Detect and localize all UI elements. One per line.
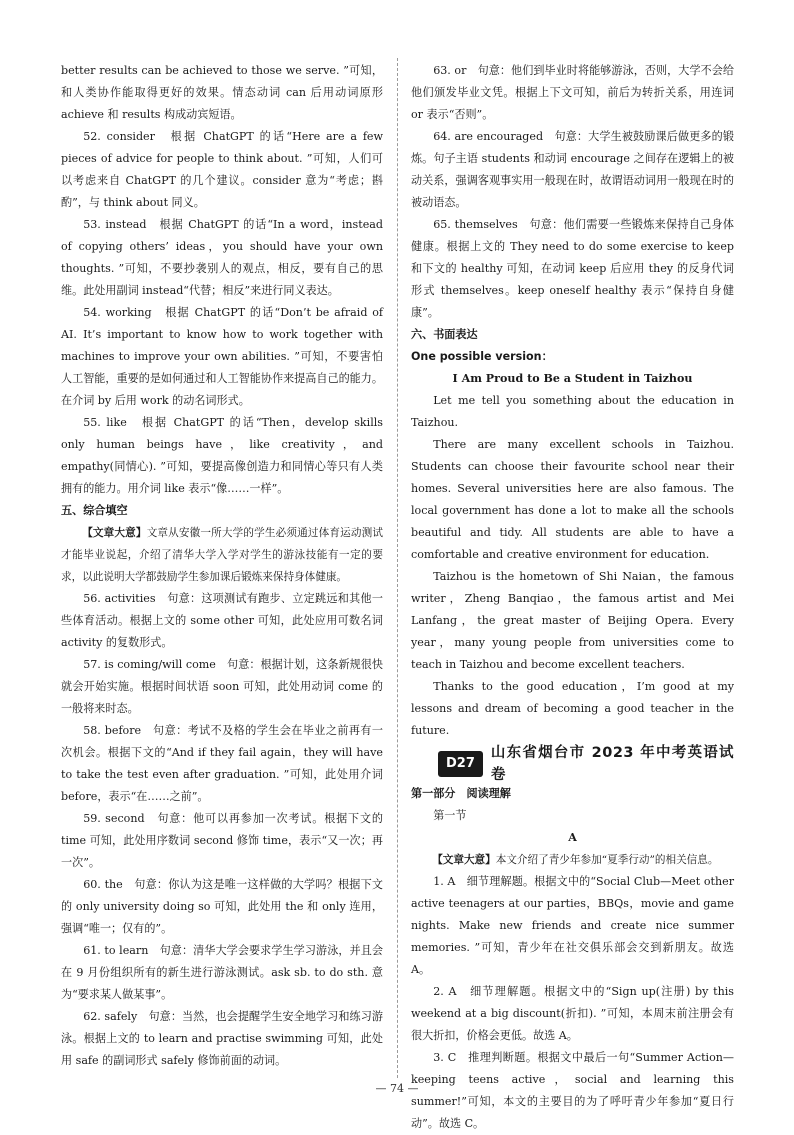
answer-3: 3. C 推理判断题。根据文中最后一句“Summer Action—keeping teens active，social and learning this summer!”可知，本文的主要目的为了呼吁青少年参加“夏日行动”。故选 C。 [411, 1051, 734, 1130]
answer-53: 53. instead 根据 ChatGPT 的话“In a word，instead of copying others’ ideas，you should have your own thoughts. ”可知，不要抄袭别人的观点，相反，要有自己的思维。此处用副词 instead“代替；相反”来进行同义表达。 [61, 218, 383, 297]
answer-64: 64. are encouraged 句意：大学生被鼓励课后做更多的锻炼。句子主语 students 和动词 encourage 之间存在逻辑上的被动关系，强调客观事实用一般现在时，故谓语动词用一般现在时的被动语态。 [411, 130, 734, 209]
answer-54: 54. working 根据 ChatGPT 的话“Don’t be afraid of AI. It’s important to know how to work together with machines to improve your own abilities. ”可知，不要害怕人工智能，重要的是如何通过和人工智能协作来提高自己的能力。在介词 by 后用 work 的动名词形式。 [61, 306, 383, 407]
possible-version-label: One possible version： [411, 350, 553, 363]
left-column [61, 60, 383, 1072]
answer-58: 58. before 句意：考试不及格的学生会在毕业之前再有一次机会。根据下文的“And if they fail again，they will have to take the test even after graduation. ”可知，此处用介词 before，表示“在……之前”。 [61, 724, 383, 803]
answer-2: 2. A 细节理解题。根据文中的“Sign up(注册) by this weekend at a big discount(折扣). ”可知，本周末前注册会有很大折扣，价格会更低。故选 A。 [411, 985, 734, 1042]
section-heading-5: 五、综合填空 [61, 504, 128, 517]
passage-summary: 【文章大意】文章从安徽一所大学的学生必须通过体育运动测试才能毕业说起，介绍了清华大学入学对学生的游泳技能有一定的要求，以此说明大学都鼓励学生参加课后锻炼来保持身体健康。 [61, 527, 384, 583]
essay-title: I Am Proud to Be a Student in Taizhou [452, 372, 693, 385]
continued-text: better results can be achieved to those we serve. ”可知，和人类协作能取得更好的效果。情态动词 can 后用动词原形 achieve 和 results 构成动宾短语。 [61, 64, 383, 121]
exam-header [411, 745, 734, 783]
answer-1: 1. A 细节理解题。根据文中的“Social Club—Meet other active teenagers at our parties，BBQs，movie and game nights. Make new friends and create nice summer memories. ”可知，青少年在社交俱乐部会交到新朋友。故选 A。 [411, 875, 734, 976]
essay-paragraph-4: Thanks to the good education，I’m good at my lessons and dream of becoming a good teacher in the future. [411, 680, 734, 737]
answer-59: 59. second 句意：他可以再参加一次考试。根据下文的 time 可知，此处用序数词 second 修饰 time，表示“又一次；再一次”。 [61, 812, 383, 869]
passage-label: A [568, 831, 577, 844]
essay-paragraph-1: Let me tell you something about the education in Taizhou. [411, 394, 734, 429]
answer-65: 65. themselves 句意：他们需要一些锻炼来保持自己身体健康。根据上文的 They need to do some exercise to keep 和下文的 healthy 可知，在动词 keep 后应用 they 的反身代词形式 themselves。keep oneself healthy 表示“保持自身健康”。 [411, 218, 734, 319]
column-divider [397, 58, 398, 1078]
answer-60: 60. the 句意：你认为这是唯一这样做的大学吗？根据下文的 only university doing so 可知，此处用 the 和 only 连用，强调“唯一；仅有的”。 [61, 878, 383, 935]
part-heading: 第一部分 阅读理解 [411, 787, 511, 800]
exam-title: 山东省烟台市 2023 年中考英语试卷 [490, 745, 734, 783]
answer-62: 62. safely 句意：当然，也会提醒学生安全地学习和练习游泳。根据上文的 to learn and practise swimming 可知，此处用 safe 的副词形式 safely 修饰前面的动词。 [61, 1010, 383, 1067]
passage-summary: 【文章大意】本文介绍了青少年参加“夏季行动”的相关信息。 [432, 854, 719, 866]
answer-56: 56. activities 句意：这项测试有跑步、立定跳远和其他一些体育活动。根据上文的 some other 可知，此处应用可数名词 activity 的复数形式。 [61, 592, 383, 649]
right-column [411, 60, 734, 1135]
answer-63: 63. or 句意：他们到毕业时将能够游泳，否则，大学不会给他们颁发毕业文凭。根据上下文可知，前后为转折关系，用连词 or 表示“否则”。 [411, 64, 734, 121]
exam-badge: D27 [438, 751, 483, 777]
essay-paragraph-3: Taizhou is the hometown of Shi Naian，the famous writer，Zheng Banqiao，the famous artist and Mei Lanfang，the great master of Beijing Opera. Every year，many young people from universities come to teach in Taizhou and become excellent teachers. [411, 570, 734, 671]
section-heading-6: 六、书面表达 [411, 328, 478, 341]
answer-52: 52. consider 根据 ChatGPT 的话“Here are a few pieces of advice for people to think about. ”可知，人们可以考虑来自 ChatGPT 的几个建议。consider 意为“考虑；斟酌”，与 think about 同义。 [61, 130, 383, 209]
answer-61: 61. to learn 句意：清华大学会要求学生学习游泳，并且会在 9 月份组织所有的新生进行游泳测试。ask sb. to do sth. 意为“要求某人做某事”。 [61, 944, 383, 1001]
answer-57: 57. is coming/will come 句意：根据计划，这条新规很快就会开始实施。根据时间状语 soon 可知，此处用动词 come 的一般将来时态。 [61, 658, 383, 715]
page-number: — 74 — [375, 1082, 419, 1095]
essay-paragraph-2: There are many excellent schools in Taizhou. Students can choose their favourite school near their homes. Several universities here are also famous. The local government has done a lot to make all the schools beautiful and tidy. All students are able to have a comfortable and creative environment for education. [411, 438, 734, 561]
subsection-heading: 第一节 [433, 809, 467, 822]
answer-55: 55. like 根据 ChatGPT 的话“Then，develop skills only human beings have，like creativity，and empathy(同情心). ”可知，要提高像创造力和同情心等只有人类拥有的能力。用介词 like 表示“像……一样”。 [61, 416, 383, 495]
